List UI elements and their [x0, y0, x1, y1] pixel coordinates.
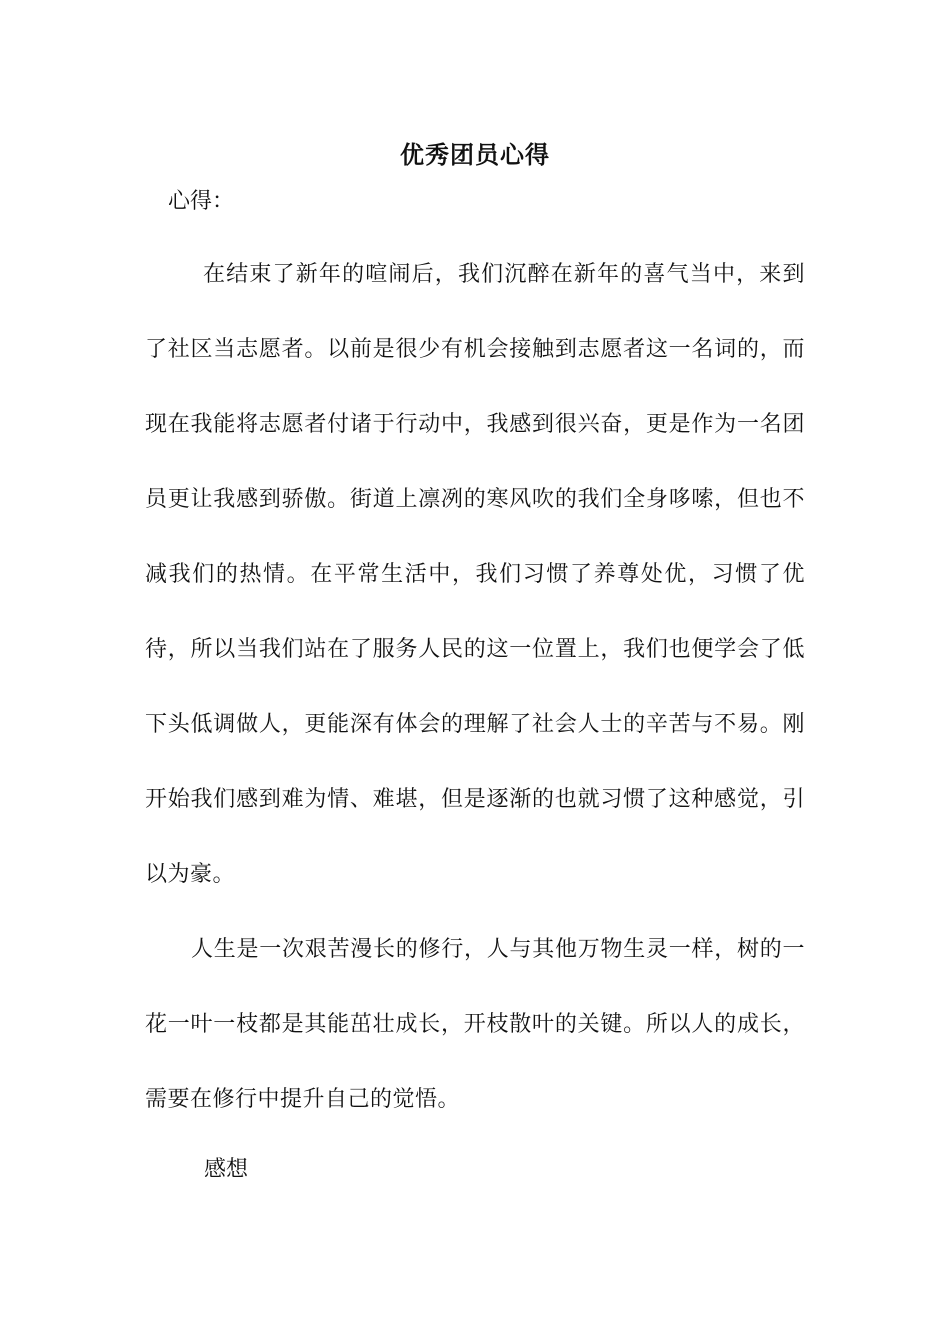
- document-title: 优秀团员心得: [400, 140, 550, 169]
- section-heading-ganxiang: 感想: [204, 1157, 249, 1182]
- section-heading-xinde: 心得：: [168, 189, 235, 214]
- paragraph-2: 人生是一次艰苦漫长的修行，人与其他万物生灵一样，树的一花一叶一枝都是其能茁壮成长，开枝散叶的关键。所以人的成长，需要在修行中提升自己的觉悟。: [145, 937, 805, 1112]
- paragraph-1: 在结束了新年的喧闹后，我们沉醉在新年的喜气当中，来到了社区当志愿者。以前是很少有机会接触到志愿者这一名词的，而现在我能将志愿者付诸于行动中，我感到很兴奋，更是作为一名团员更让我感到骄傲。街道上凛冽的寒风吹的我们全身哆嗦，但也不减我们的热情。在平常生活中，我们习惯了养尊处优，习惯了优待，所以当我们站在了服务人民的这一位置上，我们也便学会了低下头低调做人，更能深有体会的理解了社会人士的辛苦与不易。刚开始我们感到难为情、难堪，但是逐渐的也就习惯了这种感觉，引以为豪。: [145, 262, 805, 887]
